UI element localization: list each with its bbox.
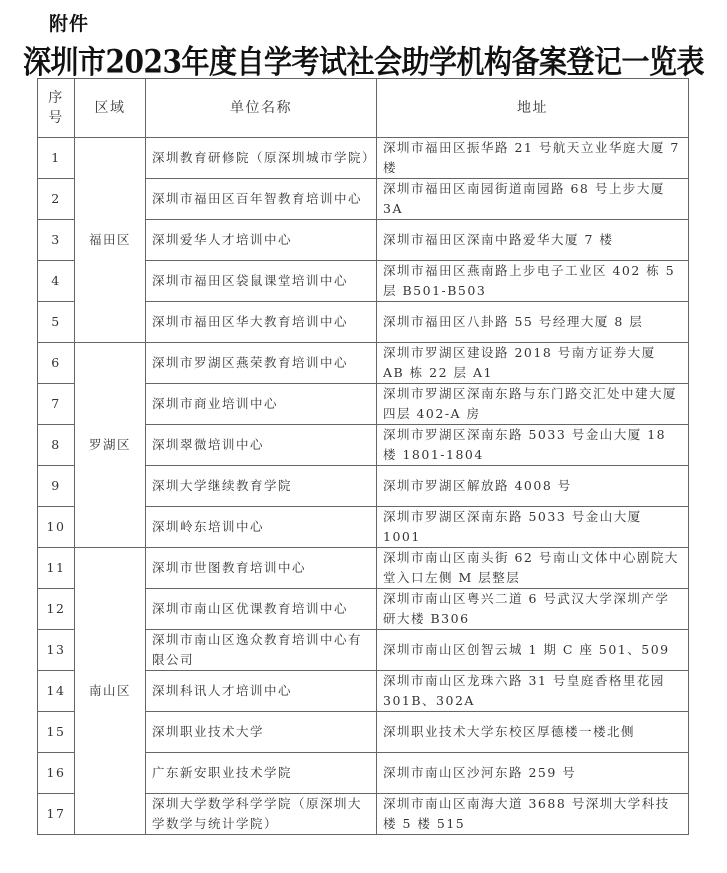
unit-address: 深圳市南山区粤兴二道 6 号武汉大学深圳产学研大楼 B306 [377, 589, 689, 630]
unit-name: 广东新安职业技术学院 [146, 753, 377, 794]
row-number: 5 [38, 302, 75, 343]
unit-address: 深圳市福田区八卦路 55 号经理大厦 8 层 [377, 302, 689, 343]
unit-name: 深圳大学继续教育学院 [146, 466, 377, 507]
header-serial-number: 序 号 [38, 79, 75, 138]
unit-name: 深圳翠微培训中心 [146, 425, 377, 466]
row-number: 17 [38, 794, 75, 835]
unit-name: 深圳市南山区优课教育培训中心 [146, 589, 377, 630]
unit-address: 深圳市南山区创智云城 1 期 C 座 501、509 [377, 630, 689, 671]
unit-name: 深圳岭东培训中心 [146, 507, 377, 548]
document-title: 深圳市2023年度自学考试社会助学机构备案登记一览表 [23, 43, 704, 81]
row-number: 7 [38, 384, 75, 425]
unit-address: 深圳市南山区南头街 62 号南山文体中心剧院大堂入口左侧 M 层整层 [377, 548, 689, 589]
row-number: 3 [38, 220, 75, 261]
unit-address: 深圳市南山区沙河东路 259 号 [377, 753, 689, 794]
attachment-label: 附件 [49, 13, 90, 35]
row-number: 4 [38, 261, 75, 302]
unit-address: 深圳市罗湖区深南东路 5033 号金山大厦 1001 [377, 507, 689, 548]
unit-address: 深圳市福田区南园街道南园路 68 号上步大厦 3A [377, 179, 689, 220]
row-number: 2 [38, 179, 75, 220]
unit-address: 深圳市福田区深南中路爱华大厦 7 楼 [377, 220, 689, 261]
unit-name: 深圳市福田区袋鼠课堂培训中心 [146, 261, 377, 302]
row-number: 10 [38, 507, 75, 548]
row-number: 12 [38, 589, 75, 630]
row-number: 16 [38, 753, 75, 794]
area-cell-futian: 福田区 [75, 138, 146, 343]
row-number: 9 [38, 466, 75, 507]
unit-name: 深圳爱华人才培训中心 [146, 220, 377, 261]
header-area: 区域 [75, 79, 146, 138]
unit-name: 深圳科讯人才培训中心 [146, 671, 377, 712]
row-number: 8 [38, 425, 75, 466]
unit-address: 深圳市罗湖区解放路 4008 号 [377, 466, 689, 507]
row-number: 11 [38, 548, 75, 589]
unit-address: 深圳市罗湖区深南东路 5033 号金山大厦 18 楼 1801-1804 [377, 425, 689, 466]
unit-name: 深圳市南山区逸众教育培训中心有限公司 [146, 630, 377, 671]
header-address: 地址 [377, 79, 689, 138]
table-header-row [38, 79, 689, 138]
unit-name: 深圳市罗湖区燕荣教育培训中心 [146, 343, 377, 384]
row-number: 6 [38, 343, 75, 384]
area-cell-nanshan: 南山区 [75, 548, 146, 835]
header-unit-name: 单位名称 [146, 79, 377, 138]
area-cell-luohu: 罗湖区 [75, 343, 146, 548]
unit-name: 深圳市世图教育培训中心 [146, 548, 377, 589]
unit-name: 深圳市福田区百年智教育培训中心 [146, 179, 377, 220]
table-row [38, 343, 689, 384]
unit-address: 深圳市罗湖区建设路 2018 号南方证券大厦 AB 栋 22 层 A1 [377, 343, 689, 384]
unit-name: 深圳市福田区华大教育培训中心 [146, 302, 377, 343]
unit-name: 深圳市商业培训中心 [146, 384, 377, 425]
unit-address: 深圳市福田区振华路 21 号航天立业华庭大厦 7 楼 [377, 138, 689, 179]
table-row [38, 138, 689, 179]
unit-address: 深圳职业技术大学东校区厚德楼一楼北侧 [377, 712, 689, 753]
row-number: 15 [38, 712, 75, 753]
unit-address: 深圳市福田区燕南路上步电子工业区 402 栋 5 层 B501-B503 [377, 261, 689, 302]
unit-name: 深圳职业技术大学 [146, 712, 377, 753]
unit-name: 深圳教育研修院（原深圳城市学院） [146, 138, 377, 179]
unit-name: 深圳大学数学科学学院（原深圳大学数学与统计学院） [146, 794, 377, 835]
unit-address: 深圳市南山区南海大道 3688 号深圳大学科技楼 5 楼 515 [377, 794, 689, 835]
table-row [38, 548, 689, 589]
row-number: 1 [38, 138, 75, 179]
row-number: 13 [38, 630, 75, 671]
row-number: 14 [38, 671, 75, 712]
unit-address: 深圳市罗湖区深南东路与东门路交汇处中建大厦四层 402-A 房 [377, 384, 689, 425]
unit-address: 深圳市南山区龙珠六路 31 号皇庭香格里花园 301B、302A [377, 671, 689, 712]
registration-table [37, 78, 689, 835]
